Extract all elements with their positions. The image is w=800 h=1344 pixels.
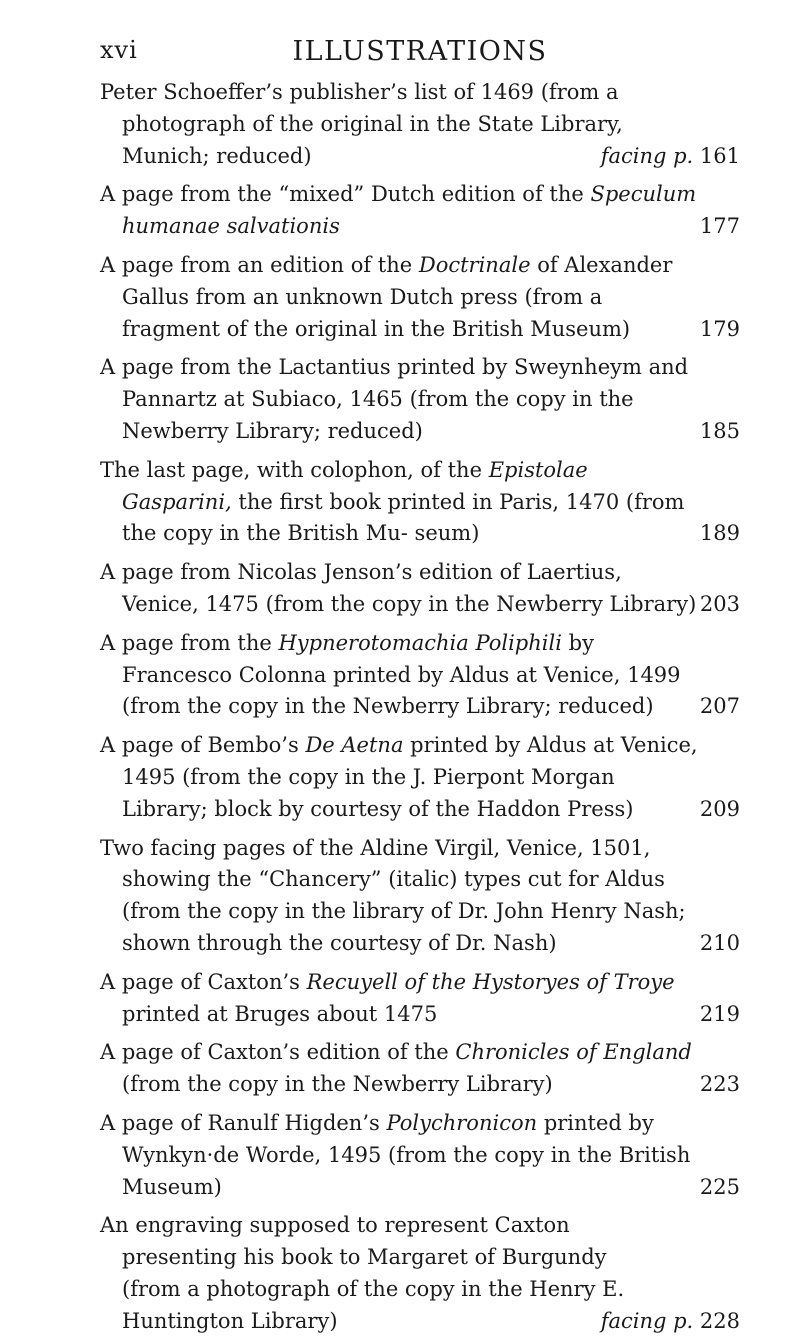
page-header bbox=[100, 36, 740, 67]
entry-text-continued: the first book printed in Paris, 1470 (from the copy in the British Mu- seum) bbox=[122, 489, 685, 546]
entry-text: A page from Nicolas Jenson’s edition of Laertius, Venice, 1475 (from the copy in the Newberry Library) bbox=[100, 560, 697, 616]
entry-title: Polychronicon bbox=[386, 1110, 538, 1135]
list-item bbox=[100, 455, 740, 550]
entry-page-number: 203 bbox=[699, 591, 740, 616]
list-item bbox=[100, 628, 740, 723]
entry-title: Doctrinale bbox=[418, 252, 531, 277]
entry-text: Two facing pages of the Aldine Virgil, Venice, 1501, showing the “Chancery” (italic) types cut for Aldus (from the copy in the library of Dr. John Henry Nash; shown through the courtesy of Dr. Nash) bbox=[100, 835, 686, 955]
entry-page-number: 209 bbox=[699, 796, 740, 821]
entry-page-number: 210 bbox=[699, 930, 740, 955]
illustration-list bbox=[100, 77, 740, 1344]
facing-label: facing p. bbox=[600, 143, 694, 168]
entry-text: A page from the bbox=[100, 630, 272, 655]
list-item bbox=[100, 352, 740, 447]
entry-page-number: 228 bbox=[699, 1308, 740, 1333]
entry-title: Chronicles of England bbox=[455, 1040, 692, 1065]
page-number: xvi bbox=[100, 36, 138, 64]
entry-text-continued: printed at Bruges about 1475 bbox=[122, 1001, 438, 1026]
entry-text: A page from the “mixed” Dutch edition of the bbox=[100, 182, 584, 207]
facing-label: facing p. bbox=[600, 1308, 694, 1333]
entry-text: A page of Caxton’s edition of the bbox=[100, 1040, 449, 1065]
list-item bbox=[100, 1108, 740, 1203]
entry-page-number: 207 bbox=[699, 694, 740, 719]
list-item bbox=[100, 179, 740, 243]
entry-title: De Aetna bbox=[305, 733, 404, 758]
entry-text-continued: printed by Aldus at Venice, 1495 (from the copy in the J. Pierpont Morgan Library; block by courtesy of the Haddon Press) bbox=[122, 733, 698, 821]
entry-text: Peter Schoeffer’s publisher’s list of 1469 (from a photograph of the original in the State Library, Munich; reduced) bbox=[100, 80, 623, 168]
list-item bbox=[100, 730, 740, 825]
list-item bbox=[100, 557, 740, 621]
entry-text-continued: of Alexander Gallus from an unknown Dutch press (from a fragment of the original in the British Museum) bbox=[122, 252, 673, 341]
entry-text-continued: printed by Wynkyn·de Worde, 1495 (from the copy in the British Museum) bbox=[122, 1110, 691, 1199]
entry-page-number: 225 bbox=[699, 1174, 740, 1199]
entry-title: Epistolae Gasparini, bbox=[122, 457, 588, 514]
entry-text: The last page, with colophon, of the bbox=[100, 457, 483, 482]
list-item bbox=[100, 967, 740, 1031]
facing-page-ref bbox=[601, 1306, 740, 1338]
list-item bbox=[100, 1210, 740, 1337]
list-item bbox=[100, 1037, 740, 1101]
entry-title: Recuyell of the Hystoryes of Troye bbox=[306, 969, 675, 994]
entry-page-number: 185 bbox=[699, 418, 740, 443]
entry-text-continued: by Francesco Colonna printed by Aldus at Venice, 1499 (from the copy in the Newberry Library; reduced) bbox=[122, 630, 681, 719]
entry-page-number: 177 bbox=[699, 214, 740, 239]
entry-text-continued: (from the copy in the Newberry Library) bbox=[122, 1072, 553, 1097]
running-head: ILLUSTRATIONS bbox=[292, 36, 548, 67]
entry-title: Hypnerotomachia Poliphili bbox=[278, 630, 562, 655]
facing-page-ref bbox=[601, 141, 740, 173]
entry-page-number: 189 bbox=[699, 521, 740, 546]
list-item bbox=[100, 250, 740, 345]
entry-page-number: 161 bbox=[699, 143, 740, 168]
entry-page-number: 219 bbox=[699, 1001, 740, 1026]
entry-text: A page of Caxton’s bbox=[100, 969, 300, 994]
list-item bbox=[100, 833, 740, 960]
entry-text: An engraving supposed to represent Caxton presenting his book to Margaret of Burgundy (from a photograph of the copy in the Henry E. Huntington Library) bbox=[100, 1213, 625, 1333]
list-item bbox=[100, 77, 740, 172]
entry-page-number: 179 bbox=[699, 316, 740, 341]
entry-text: A page of Ranulf Higden’s bbox=[100, 1110, 380, 1135]
entry-page-number: 223 bbox=[699, 1072, 740, 1097]
entry-text: A page from an edition of the bbox=[100, 252, 413, 277]
entry-text: A page of Bembo’s bbox=[100, 733, 299, 758]
entry-text: A page from the Lactantius printed by Sweynheym and Pannartz at Subiaco, 1465 (from the copy in the Newberry Library; reduced) bbox=[100, 355, 689, 443]
entry-title: Speculum humanae salvationis bbox=[122, 182, 697, 239]
